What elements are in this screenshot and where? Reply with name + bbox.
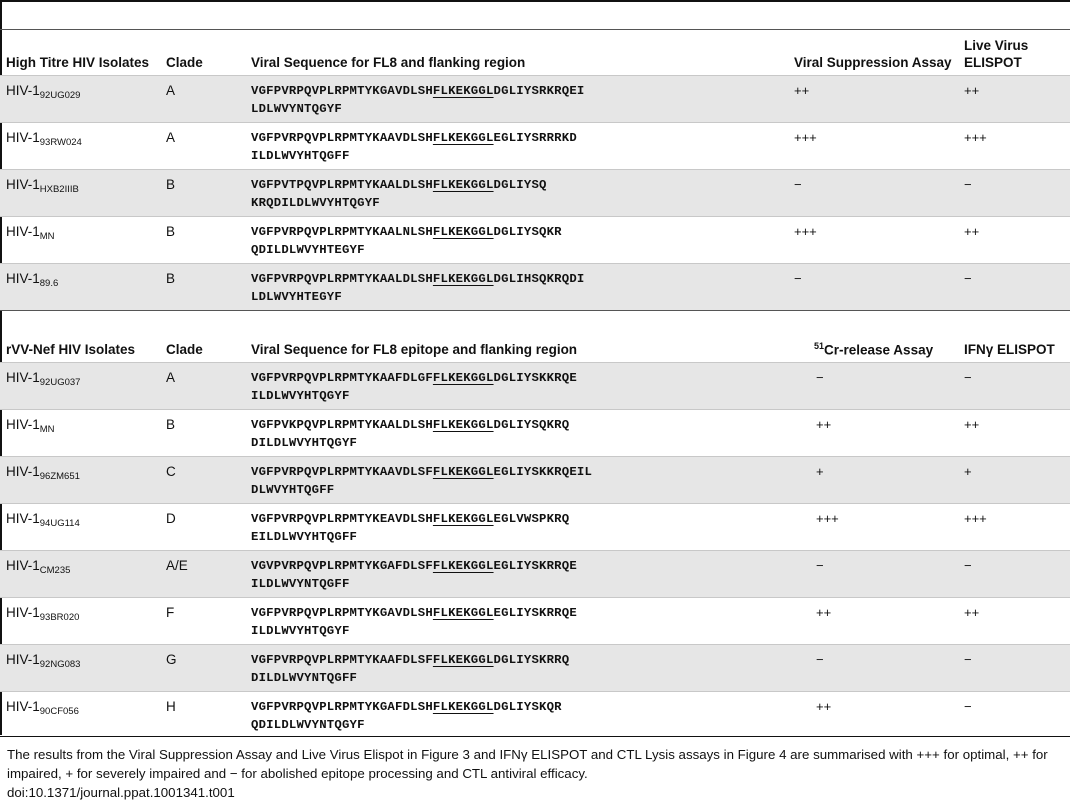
isolate-cell: HIV-$1_{93BR020}$ xyxy=(0,598,160,645)
isolate-cell: HIV-$1_{93RW024}$ xyxy=(0,123,160,170)
clade-cell: B xyxy=(160,170,245,217)
sequence-header-2: Viral Sequence for FL8 epitope and flanking region xyxy=(245,311,788,363)
assay2-cell: +++ xyxy=(958,123,1070,170)
assay2-cell: ++ xyxy=(958,598,1070,645)
section2-body xyxy=(0,363,1070,739)
assay2-cell: − xyxy=(958,551,1070,598)
isolate-cell: HIV-$1_{CM235}$ xyxy=(0,551,160,598)
assay1-cell: ++ xyxy=(788,692,958,739)
clade-cell: B xyxy=(160,410,245,457)
fl8-epitope: FLKEKGGL xyxy=(432,653,494,667)
sequence-cell: VGFPVTPQVPLRPMTYKAALDLSHFLKEKGGLDGLIYSQ KRQDILDLWVYHTQGYF xyxy=(245,170,788,217)
assay1-cell: ++ xyxy=(788,598,958,645)
assay1-cell: +++ xyxy=(788,504,958,551)
section1-body xyxy=(0,76,1070,311)
assay1-cell: − xyxy=(788,551,958,598)
assay1-cell: − xyxy=(788,363,958,410)
sequence-cell: VGFPVRPQVPLRPMTYKGAVDLSHFLKEKGGLDGLIYSRKRQEI LDLWVYNTQGYF xyxy=(245,76,788,123)
table-row xyxy=(0,598,1070,645)
table-row xyxy=(0,264,1070,311)
sequence-cell: VGFPVKPQVPLRPMTYKAALDLSHFLKEKGGLDGLIYSQKRQ DILDLWVYHTQGYF xyxy=(245,410,788,457)
isolate-cell: HIV-$1_{90CF056}$ xyxy=(0,692,160,739)
sequence-header: Viral Sequence for FL8 and flanking region xyxy=(251,55,526,70)
assay2-cell: ++ xyxy=(958,217,1070,264)
fl8-epitope: FLKEKGGL xyxy=(432,84,494,98)
cr-superscript: 51 xyxy=(814,340,825,351)
table-row xyxy=(0,457,1070,504)
ifn-elispot-header: IFNγ ELISPOT xyxy=(958,311,1070,363)
footnote-text: The results from the Viral Suppression Assay and Live Virus Elispot in Figure 3 and IFNγ ELISPOT and CTL Lysis assays in Figure 4 are summarised with +++ for optimal, ++ for impaired, + for severely impaired and − for abolished epitope processing and CTL antiviral efficacy. xyxy=(7,747,1048,781)
clade-cell: H xyxy=(160,692,245,739)
assay2-cell: + xyxy=(958,457,1070,504)
assay2-cell: ++ xyxy=(958,76,1070,123)
assay1-cell: ++ xyxy=(788,410,958,457)
fl8-epitope: FLKEKGGL xyxy=(432,465,494,479)
isolate-cell: HIV-$1_{MN}$ xyxy=(0,217,160,264)
clade-cell: D xyxy=(160,504,245,551)
clade-cell: A xyxy=(160,123,245,170)
fl8-epitope: FLKEKGGL xyxy=(432,371,494,385)
table-row xyxy=(0,76,1070,123)
assay2-cell: ++ xyxy=(958,410,1070,457)
table-row xyxy=(0,123,1070,170)
table-row xyxy=(0,504,1070,551)
sequence-cell: VGFPVRPQVPLRPMTYKAAVDLSFFLKEKGGLEGLIYSKKRQEIL DLWVYHTQGFF xyxy=(245,457,788,504)
isolate-cell: HIV-$1_{96ZM651}$ xyxy=(0,457,160,504)
table-row xyxy=(0,170,1070,217)
fl8-epitope: FLKEKGGL xyxy=(432,606,494,620)
top-rule xyxy=(0,0,1070,2)
table-row xyxy=(0,363,1070,410)
table-row xyxy=(0,551,1070,598)
assay1-cell: ++ xyxy=(788,76,958,123)
sequence-cell: VGFPVRPQVPLRPMTYKAALNLSHFLKEKGGLDGLIYSQKR QDILDLWVYHTEGYF xyxy=(245,217,788,264)
doi-text: doi:10.1371/journal.ppat.1001341.t001 xyxy=(7,785,235,800)
assay1-cell: − xyxy=(788,645,958,692)
sequence-cell: VGFPVRPQVPLRPMTYKAAVDLSHFLKEKGGLEGLIYSRRRKD ILDLWVYHTQGFF xyxy=(245,123,788,170)
assay1-cell: + xyxy=(788,457,958,504)
section1-header-row xyxy=(0,30,1070,76)
clade-header: Clade xyxy=(166,55,203,70)
sequence-cell: VGFPVRPQVPLRPMTYKAAFDLGFFLKEKGGLDGLIYSKKRQE ILDLWVYHTQGYF xyxy=(245,363,788,410)
fl8-epitope: FLKEKGGL xyxy=(432,559,494,573)
assay1-cell: +++ xyxy=(788,217,958,264)
assay2-cell: − xyxy=(958,264,1070,311)
fl8-epitope: FLKEKGGL xyxy=(432,178,494,192)
clade-cell: B xyxy=(160,264,245,311)
sequence-cell: VGFPVRPQVPLRPMTYKAAFDLSFFLKEKGGLDGLIYSKRRQ DILDLWVYNTQGFF xyxy=(245,645,788,692)
fl8-epitope: FLKEKGGL xyxy=(432,512,494,526)
cr-release-header: $^{51}$Cr-release Assay xyxy=(788,311,958,363)
sequence-cell: VGFPVRPQVPLRPMTYKGAVDLSHFLKEKGGLEGLIYSKRRQE ILDLWVYHTQGYF xyxy=(245,598,788,645)
assay1-cell: − xyxy=(788,264,958,311)
clade-cell: A xyxy=(160,363,245,410)
live-virus-elispot-header: Live Virus ELISPOT xyxy=(964,38,1029,70)
table-row xyxy=(0,410,1070,457)
clade-header-2: Clade xyxy=(160,311,245,363)
sequence-cell: VGVPVRPQVPLRPMTYKGAFDLSFFLKEKGGLEGLIYSKRRQE ILDLWVYNTQGFF xyxy=(245,551,788,598)
isolate-cell: HIV-$1_{92UG029}$ xyxy=(0,76,160,123)
table-row xyxy=(0,645,1070,692)
assay2-cell: − xyxy=(958,363,1070,410)
assay1-cell: − xyxy=(788,170,958,217)
viral-suppression-header: Viral Suppression Assay xyxy=(794,55,952,70)
isolate-cell: HIV-$1_{HXB2IIIB}$ xyxy=(0,170,160,217)
isolate-cell: HIV-$1_{89.6}$ xyxy=(0,264,160,311)
clade-cell: F xyxy=(160,598,245,645)
clade-cell: A/E xyxy=(160,551,245,598)
clade-cell: C xyxy=(160,457,245,504)
fl8-epitope: FLKEKGGL xyxy=(432,225,494,239)
section2-header-row xyxy=(0,311,1070,363)
bottom-rule xyxy=(0,736,1070,737)
fl8-epitope: FLKEKGGL xyxy=(432,131,494,145)
clade-cell: A xyxy=(160,76,245,123)
sequence-cell: VGFPVRPQVPLRPMTYKGAFDLSHFLKEKGGLDGLIYSKQR QDILDLWVYNTQGYF xyxy=(245,692,788,739)
isolate-cell: HIV-$1_{MN}$ xyxy=(0,410,160,457)
clade-cell: B xyxy=(160,217,245,264)
fl8-epitope: FLKEKGGL xyxy=(432,418,494,432)
isolate-cell: HIV-$1_{92NG083}$ xyxy=(0,645,160,692)
table-footnote xyxy=(7,745,1067,802)
isolate-cell: HIV-$1_{92UG037}$ xyxy=(0,363,160,410)
isolate-header: High Titre HIV Isolates xyxy=(6,55,150,70)
fl8-epitope: FLKEKGGL xyxy=(432,272,494,286)
assay2-cell: − xyxy=(958,692,1070,739)
table-row xyxy=(0,692,1070,739)
sequence-cell: VGFPVRPQVPLRPMTYKAALDLSHFLKEKGGLDGLIHSQKRQDI LDLWVYHTEGYF xyxy=(245,264,788,311)
assay1-cell: +++ xyxy=(788,123,958,170)
clade-cell: G xyxy=(160,645,245,692)
assay2-cell: − xyxy=(958,645,1070,692)
sequence-cell: VGFPVRPQVPLRPMTYKEAVDLSHFLKEKGGLEGLVWSPKRQ EILDLWVYHTQGFF xyxy=(245,504,788,551)
isolate-cell: HIV-$1_{94UG114}$ xyxy=(0,504,160,551)
assay2-cell: +++ xyxy=(958,504,1070,551)
isolate-header-2: rVV-Nef HIV Isolates xyxy=(0,311,160,363)
fl8-epitope: FLKEKGGL xyxy=(432,700,494,714)
assay2-cell: − xyxy=(958,170,1070,217)
table-row xyxy=(0,217,1070,264)
results-table xyxy=(0,30,1070,738)
